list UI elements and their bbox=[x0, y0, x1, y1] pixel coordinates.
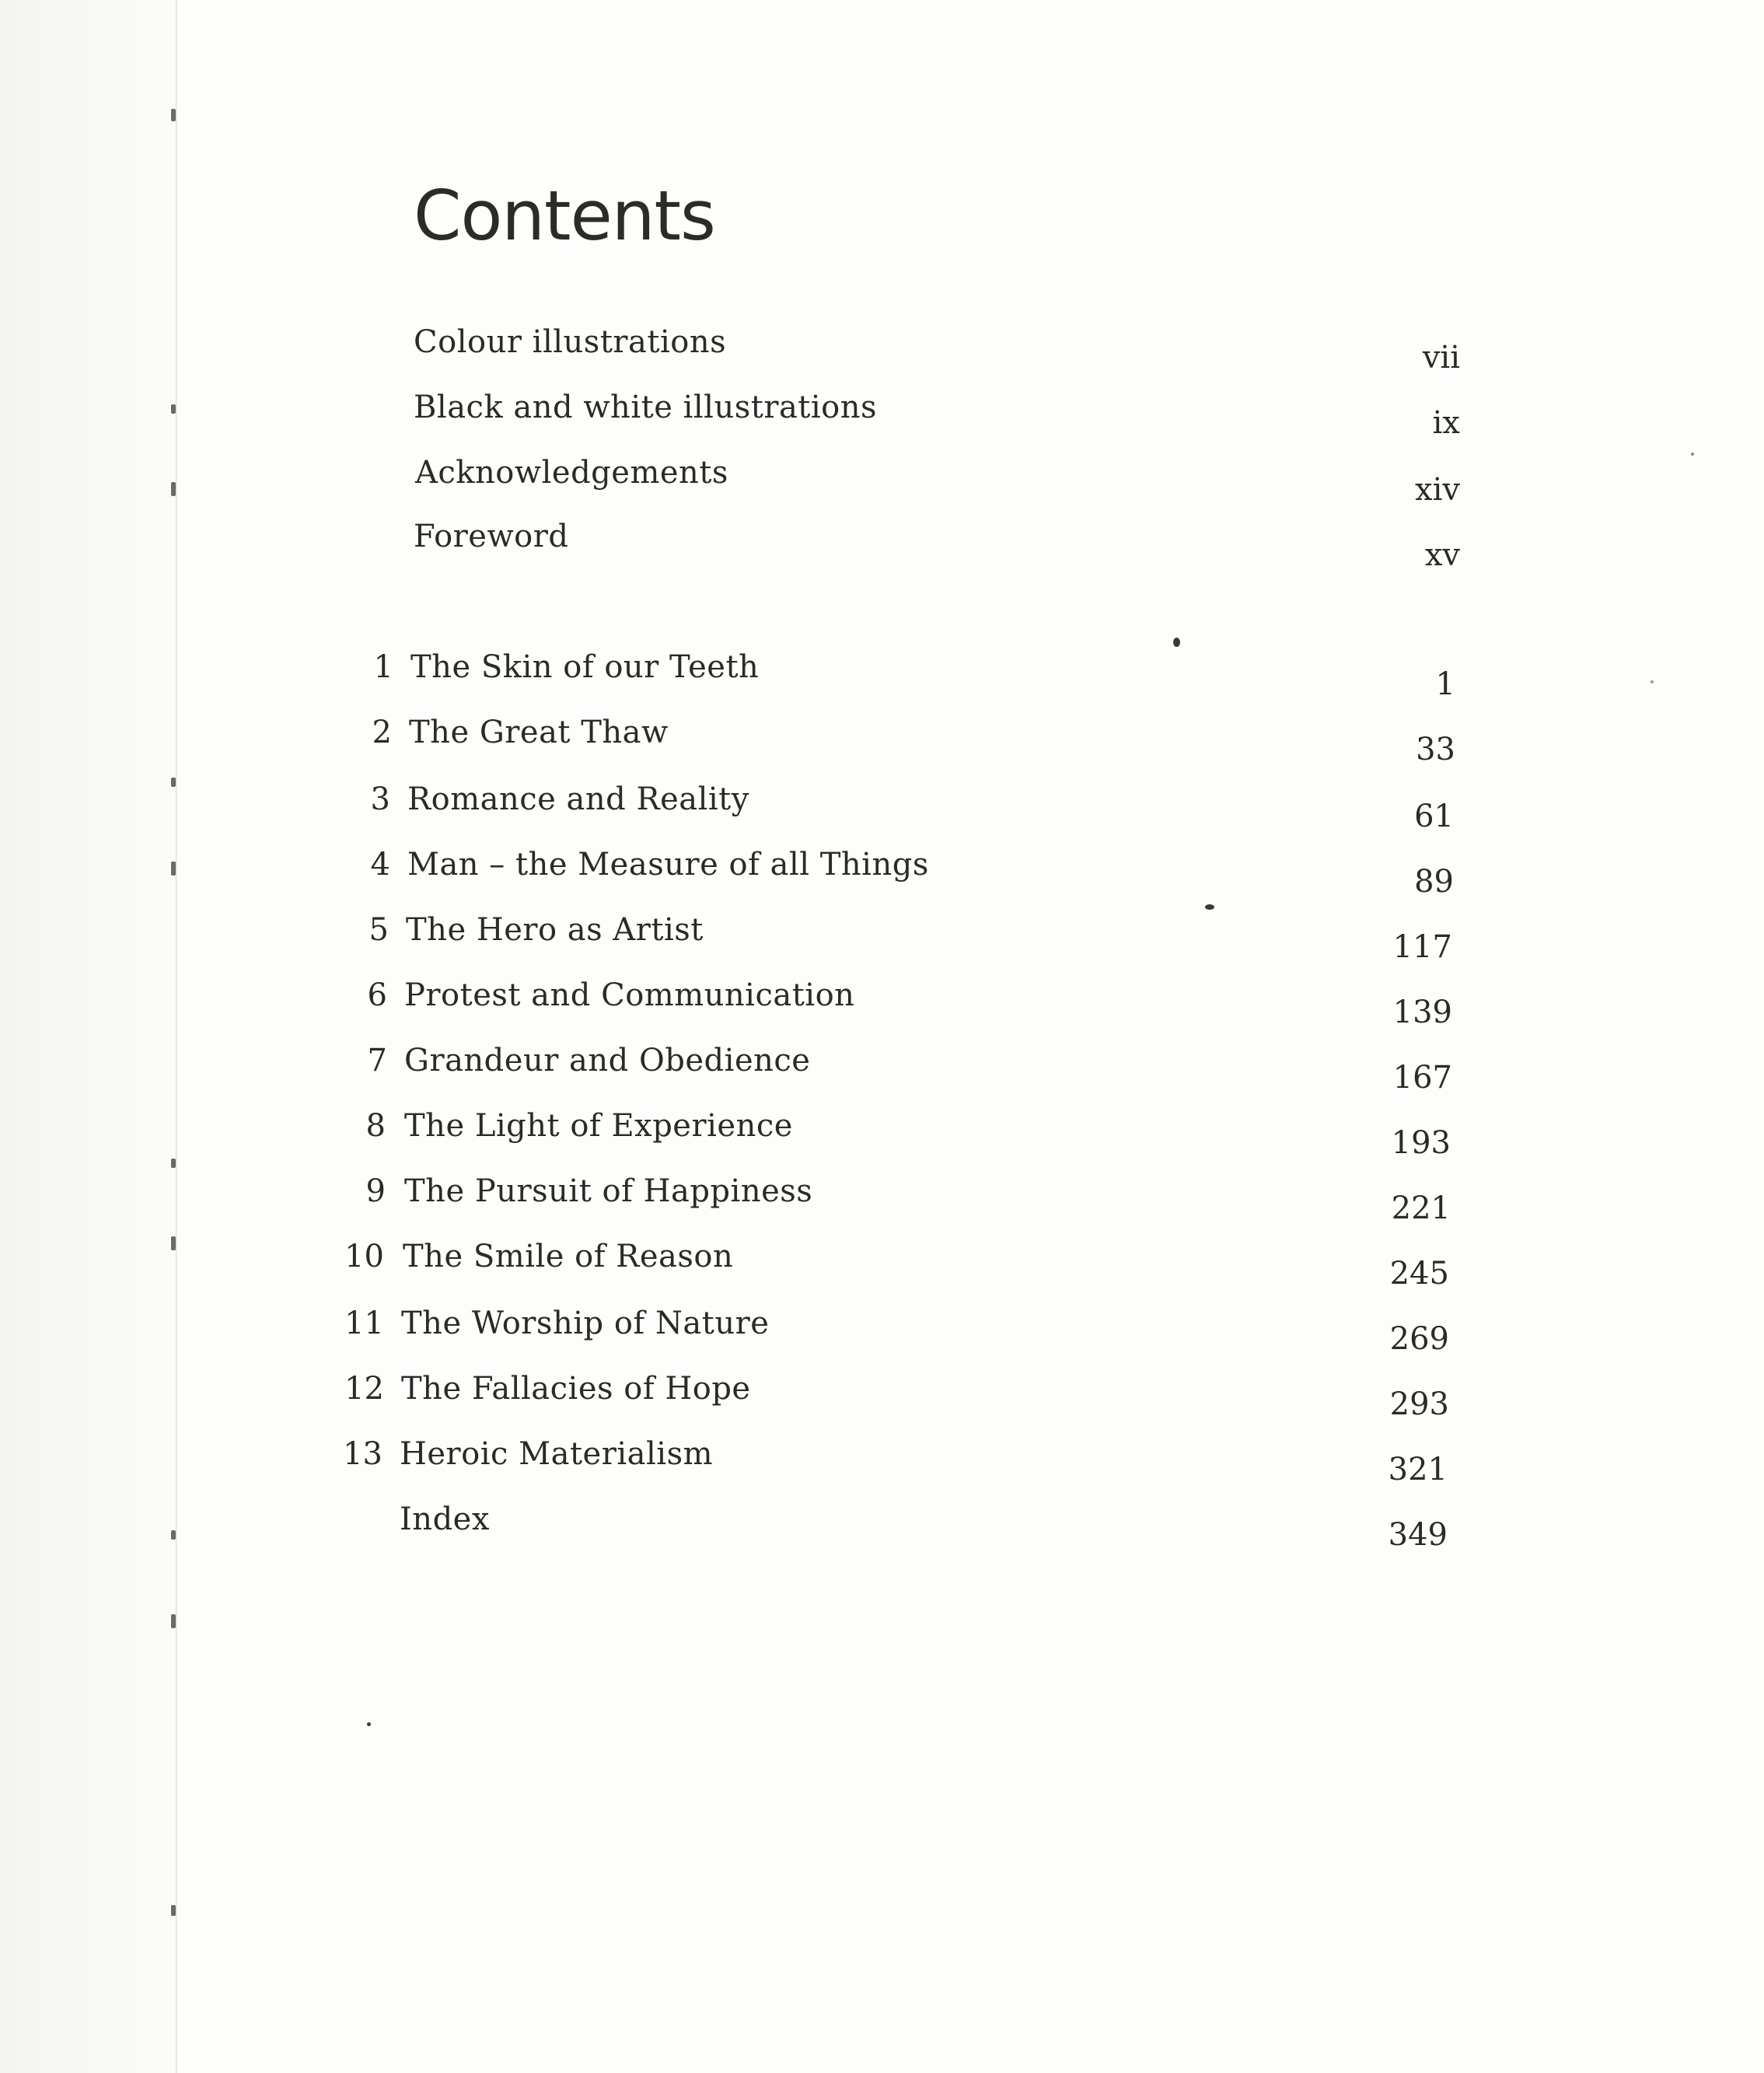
toc-entry-page: vii bbox=[1422, 340, 1460, 376]
chapter-number: 6 bbox=[367, 977, 387, 1013]
chapter-title: Man – the Measure of all Things bbox=[407, 847, 929, 883]
chapter-number: 1 bbox=[373, 649, 393, 685]
chapter-page: 245 bbox=[1389, 1256, 1449, 1292]
page-gutter bbox=[0, 0, 176, 2073]
chapter-title: The Pursuit of Happiness bbox=[404, 1173, 813, 1209]
chapter-page: 221 bbox=[1391, 1190, 1451, 1226]
chapter-page: 89 bbox=[1414, 864, 1454, 900]
toc-entry-title: Acknowledgements bbox=[415, 455, 728, 491]
chapter-title: The Hero as Artist bbox=[406, 912, 704, 948]
toc-entry-page: xiv bbox=[1415, 472, 1460, 508]
paper-speck bbox=[1650, 680, 1654, 683]
chapter-title: Protest and Communication bbox=[404, 977, 855, 1013]
chapter-page: 321 bbox=[1388, 1452, 1448, 1487]
chapter-title: The Great Thaw bbox=[409, 715, 669, 750]
binding-edge bbox=[176, 0, 177, 2073]
chapter-title: The Fallacies of Hope bbox=[401, 1371, 751, 1407]
toc-entry-page: 349 bbox=[1388, 1517, 1448, 1553]
chapter-title: The Skin of our Teeth bbox=[410, 649, 760, 685]
binding-mark bbox=[171, 1905, 176, 1916]
chapter-number: 8 bbox=[365, 1108, 386, 1144]
page-title: Contents bbox=[414, 175, 715, 256]
chapter-title: Heroic Materialism bbox=[400, 1436, 714, 1472]
chapter-number: 7 bbox=[367, 1043, 387, 1078]
chapter-number: 10 bbox=[344, 1239, 384, 1274]
chapter-number: 2 bbox=[372, 715, 392, 750]
paper-speck bbox=[1173, 638, 1180, 647]
paper-speck bbox=[367, 1722, 371, 1726]
binding-mark bbox=[171, 109, 176, 121]
chapter-page: 61 bbox=[1414, 799, 1454, 834]
toc-entry-title: Black and white illustrations bbox=[414, 390, 878, 425]
chapter-title: The Light of Experience bbox=[404, 1108, 793, 1144]
chapter-number: 4 bbox=[370, 847, 390, 883]
chapter-title: Romance and Reality bbox=[407, 781, 749, 817]
binding-mark bbox=[171, 862, 176, 876]
chapter-title: Grandeur and Obedience bbox=[404, 1043, 811, 1078]
binding-mark bbox=[171, 1530, 176, 1540]
chapter-page: 167 bbox=[1392, 1060, 1452, 1096]
toc-entry-title: Index bbox=[400, 1501, 490, 1537]
chapter-number: 13 bbox=[343, 1436, 382, 1472]
toc-entry-title: Foreword bbox=[414, 519, 569, 554]
chapter-page: 1 bbox=[1435, 666, 1455, 702]
toc-entry-page: ix bbox=[1432, 405, 1460, 441]
chapter-number: 12 bbox=[344, 1371, 384, 1407]
chapter-number: 3 bbox=[370, 781, 390, 817]
chapter-page: 117 bbox=[1392, 929, 1452, 965]
binding-mark bbox=[171, 1614, 176, 1628]
paper-speck bbox=[1205, 904, 1214, 910]
chapter-number: 11 bbox=[344, 1306, 384, 1341]
binding-mark bbox=[171, 1236, 176, 1250]
binding-mark bbox=[171, 778, 176, 787]
chapter-number: 9 bbox=[365, 1173, 386, 1209]
chapter-title: The Worship of Nature bbox=[401, 1306, 770, 1341]
chapter-page: 293 bbox=[1389, 1386, 1449, 1422]
chapter-page: 269 bbox=[1389, 1321, 1449, 1357]
toc-entry-title: Colour illustrations bbox=[414, 324, 727, 360]
chapter-page: 139 bbox=[1392, 995, 1452, 1030]
binding-mark bbox=[171, 1159, 176, 1168]
chapter-page: 33 bbox=[1416, 732, 1455, 767]
binding-mark bbox=[171, 404, 176, 414]
paper-speck bbox=[1691, 453, 1694, 456]
toc-entry-page: xv bbox=[1424, 537, 1460, 573]
binding-mark bbox=[171, 482, 176, 496]
chapter-page: 193 bbox=[1391, 1125, 1451, 1161]
chapter-title: The Smile of Reason bbox=[403, 1239, 734, 1274]
chapter-number: 5 bbox=[369, 912, 389, 948]
